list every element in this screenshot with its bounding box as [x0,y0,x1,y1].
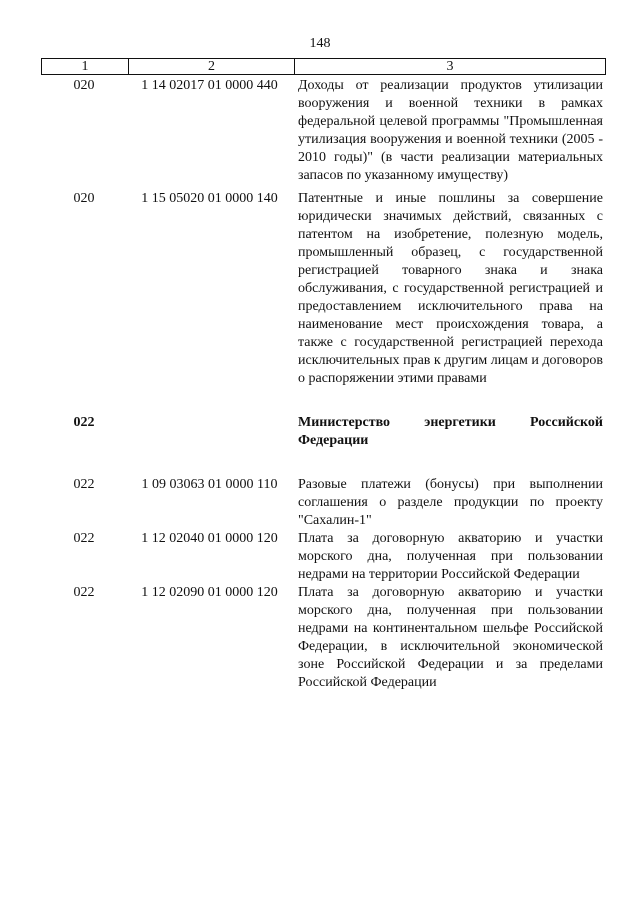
ministry-heading-row [0,414,640,450]
column-header-table [41,58,606,75]
admin-code: 020 [73,78,95,93]
admin-code: 022 [73,415,95,430]
revenue-description: Плата за договорную акваторию и участки морского дна, полученная при пользовании недрами на континентальном шельфе Российской Федерации, в исключительной экономической зоне Российской Федерации и за пределами Российской Федерации [298,585,603,690]
revenue-description: Плата за договорную акваторию и участки морского дна, полученная при пользовании недрами на территории Российской Федерации [298,531,603,582]
table-row [0,476,640,530]
admin-code: 022 [73,477,95,492]
table-row [0,77,640,185]
table-row [0,584,640,692]
admin-code: 020 [73,191,95,206]
page-number: 148 [309,36,331,51]
admin-code: 022 [73,531,95,546]
revenue-code: 1 09 03063 01 0000 110 [141,477,278,492]
column-header-1: 1 [42,59,129,75]
column-header-3: 3 [295,59,606,75]
revenue-code: 1 14 02017 01 0000 440 [141,78,278,93]
ministry-name: Министерство энергетики Российской Федерации [298,415,603,448]
column-header-2: 2 [129,59,295,75]
revenue-code: 1 12 02040 01 0000 120 [141,531,278,546]
admin-code: 022 [73,585,95,600]
revenue-description: Доходы от реализации продуктов утилизации вооружения и военной техники в рамках федеральной целевой программы "Промышленная утилизация вооружения и военной техники (2005 - 2010 годы)" (в части реализации материальных запасов по указанному имуществу) [298,78,603,183]
table-row [0,190,640,388]
revenue-description: Патентные и иные пошлины за совершение юридически значимых действий, связанных с патентом на изобретение, полезную модель, промышленный образец, с государственной регистрацией товарного знака и знака обслуживания, с государственной регистрацией и предоставлением исключительного права на наименование мест происхождения товара, а также с государственной регистрацией перехода исключительных прав к другим лицам и договоров о распоряжении этими правами [298,191,603,386]
revenue-code: 1 12 02090 01 0000 120 [141,585,278,600]
column-header-row [42,59,606,75]
table-row [0,530,640,584]
revenue-code: 1 15 05020 01 0000 140 [141,191,278,206]
revenue-description: Разовые платежи (бонусы) при выполнении соглашения о разделе продукции по проекту "Сахалин-1" [298,477,603,528]
document-rows [0,77,640,692]
